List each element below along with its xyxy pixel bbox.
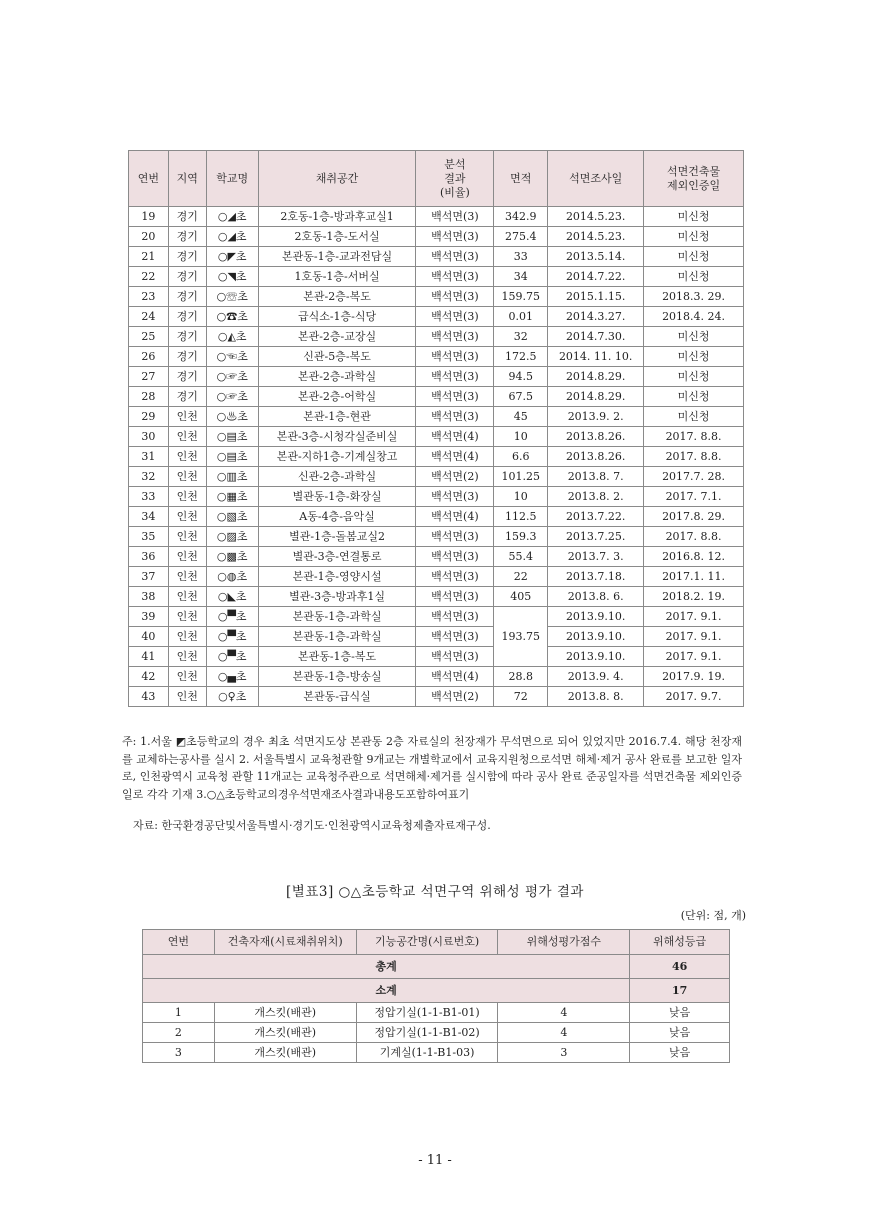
table2-header-cell: 연번 <box>143 930 215 955</box>
cell-no: 39 <box>129 607 169 627</box>
cell-cert: 2017. 8.8. <box>644 527 744 547</box>
cell-space: 본관동-1층-과학실 <box>258 627 416 647</box>
cell-space: 본관-2층-교장실 <box>258 327 416 347</box>
cell-result: 백석면(3) <box>416 627 494 647</box>
subtotal-row <box>143 979 730 1003</box>
cell-result: 백석면(3) <box>416 547 494 567</box>
cell-area: 45 <box>494 407 548 427</box>
cell-cert: 2017. 8.8. <box>644 427 744 447</box>
table1-header-cell: 석면조사일 <box>548 151 644 207</box>
cell-area: 0.01 <box>494 307 548 327</box>
cell-space: 별관-3층-연결통로 <box>258 547 416 567</box>
cell-cert: 2016.8. 12. <box>644 547 744 567</box>
cell-area: 55.4 <box>494 547 548 567</box>
cell-area: 33 <box>494 247 548 267</box>
cell-survey: 2014.7.22. <box>548 267 644 287</box>
cell-area: 28.8 <box>494 667 548 687</box>
cell-result: 백석면(3) <box>416 387 494 407</box>
cell-region: 인천 <box>168 627 206 647</box>
cell-no: 22 <box>129 267 169 287</box>
cell-no: 24 <box>129 307 169 327</box>
cell-no: 29 <box>129 407 169 427</box>
table-row <box>129 627 744 647</box>
cell-space: 본관동-급식실 <box>258 687 416 707</box>
cell-no: 35 <box>129 527 169 547</box>
cell-cert: 미신청 <box>644 407 744 427</box>
asbestos-school-table <box>128 150 744 707</box>
cell-region: 인천 <box>168 527 206 547</box>
cell-region: 인천 <box>168 607 206 627</box>
cell-region: 경기 <box>168 207 206 227</box>
cell-space: 본관동-1층-복도 <box>258 647 416 667</box>
cell-region: 인천 <box>168 647 206 667</box>
cell-cert: 2018.3. 29. <box>644 287 744 307</box>
cell-space: 정압기실(1-1-B1-01) <box>356 1003 498 1023</box>
cell-result: 백석면(2) <box>416 467 494 487</box>
cell-material: 개스킷(배관) <box>214 1023 356 1043</box>
cell-result: 백석면(3) <box>416 327 494 347</box>
cell-no: 23 <box>129 287 169 307</box>
cell-no: 34 <box>129 507 169 527</box>
cell-space: 본관동-1층-방송실 <box>258 667 416 687</box>
cell-school: ○◍초 <box>206 567 258 587</box>
cell-cert: 2018.4. 24. <box>644 307 744 327</box>
cell-region: 경기 <box>168 347 206 367</box>
cell-school: ○▨초 <box>206 527 258 547</box>
cell-survey: 2013.8.26. <box>548 427 644 447</box>
cell-area: 159.75 <box>494 287 548 307</box>
cell-cert: 미신청 <box>644 247 744 267</box>
table2-header-cell: 건축자재(시료채취위치) <box>214 930 356 955</box>
cell-survey: 2013.7.25. <box>548 527 644 547</box>
cell-school: ○☏초 <box>206 287 258 307</box>
subtotal-value: 17 <box>630 979 730 1003</box>
cell-space: 신관-2층-과학실 <box>258 467 416 487</box>
cell-cert: 미신청 <box>644 367 744 387</box>
table-row <box>129 207 744 227</box>
cell-school: ○◭초 <box>206 327 258 347</box>
cell-cert: 2017.9. 19. <box>644 667 744 687</box>
unit-label: (단위: 점, 개) <box>680 909 746 922</box>
cell-material: 개스킷(배관) <box>214 1043 356 1063</box>
cell-region: 경기 <box>168 367 206 387</box>
cell-school: ○▀초 <box>206 607 258 627</box>
table1-header-cell: 채취공간 <box>258 151 416 207</box>
table-notes: 주: 1.서울 ◩초등학교의 경우 최초 석면지도상 본관동 2층 자료실의 천장재가 무석면으로 되어 있었지만 2016.7.4. 해당 천장재를 교체하는공사를 실시 2. 서울특별시 교육청관할 9개교는 개별학교에서 교육지원청으로석면 해체·제거 공사 완료를 보고한 일자로, 인천광역시 교육청 관할 11개교는 교육청주관으로 석면해체·제거를 실시함에 따라 공사 완료 준공일자를 석면건축물 제외인증일로 각각 기재 3.○△초등학교의경우석면재조사결과내용도포함하여표기 <box>122 735 742 801</box>
cell-result: 백석면(4) <box>416 447 494 467</box>
cell-space: A동-4층-음악실 <box>258 507 416 527</box>
table2-caption: [별표3] ○△초등학교 석면구역 위해성 평가 결과 <box>286 884 584 900</box>
table2-header-cell: 기능공간명(시료번호) <box>356 930 498 955</box>
subtotal-label: 소계 <box>143 979 630 1003</box>
cell-survey: 2014.8.29. <box>548 367 644 387</box>
table-row <box>129 247 744 267</box>
cell-result: 백석면(3) <box>416 607 494 627</box>
cell-survey: 2014.5.23. <box>548 227 644 247</box>
cell-region: 인천 <box>168 467 206 487</box>
table-row <box>129 407 744 427</box>
cell-region: 인천 <box>168 567 206 587</box>
cell-area: 94.5 <box>494 367 548 387</box>
cell-score: 4 <box>498 1003 630 1023</box>
cell-result: 백석면(3) <box>416 307 494 327</box>
cell-survey: 2013.7.22. <box>548 507 644 527</box>
cell-material: 개스킷(배관) <box>214 1003 356 1023</box>
table-row <box>129 507 744 527</box>
cell-cert: 미신청 <box>644 227 744 247</box>
cell-region: 인천 <box>168 447 206 467</box>
cell-no: 38 <box>129 587 169 607</box>
cell-region: 경기 <box>168 227 206 247</box>
cell-school: ○◢초 <box>206 227 258 247</box>
cell-survey: 2014.7.30. <box>548 327 644 347</box>
cell-area: 72 <box>494 687 548 707</box>
cell-space: 본관-1층-영양시설 <box>258 567 416 587</box>
cell-area: 32 <box>494 327 548 347</box>
table-row <box>129 367 744 387</box>
cell-no: 37 <box>129 567 169 587</box>
cell-grade: 낮음 <box>630 1003 730 1023</box>
cell-no: 3 <box>143 1043 215 1063</box>
cell-school: ○▀초 <box>206 627 258 647</box>
table-row <box>129 667 744 687</box>
cell-area: 172.5 <box>494 347 548 367</box>
total-row <box>143 955 730 979</box>
cell-result: 백석면(4) <box>416 427 494 447</box>
cell-survey: 2013.5.14. <box>548 247 644 267</box>
table-row <box>129 447 744 467</box>
cell-school: ○◢초 <box>206 207 258 227</box>
cell-cert: 2017.1. 11. <box>644 567 744 587</box>
table-row <box>129 287 744 307</box>
cell-result: 백석면(2) <box>416 687 494 707</box>
table-row <box>129 647 744 667</box>
cell-space: 본관동-1층-교과전담실 <box>258 247 416 267</box>
cell-area: 6.6 <box>494 447 548 467</box>
cell-cert: 2017. 9.1. <box>644 607 744 627</box>
table-row <box>143 1003 730 1023</box>
cell-result: 백석면(3) <box>416 247 494 267</box>
cell-area: 101.25 <box>494 467 548 487</box>
cell-survey: 2015.1.15. <box>548 287 644 307</box>
cell-region: 인천 <box>168 667 206 687</box>
cell-result: 백석면(3) <box>416 487 494 507</box>
cell-result: 백석면(3) <box>416 367 494 387</box>
cell-space: 별관-1층-돌봄교실2 <box>258 527 416 547</box>
cell-cert: 2017. 7.1. <box>644 487 744 507</box>
cell-space: 별관-3층-방과후1실 <box>258 587 416 607</box>
cell-area: 112.5 <box>494 507 548 527</box>
cell-result: 백석면(3) <box>416 287 494 307</box>
cell-space: 1호동-1층-서버실 <box>258 267 416 287</box>
table-row <box>129 347 744 367</box>
table-row <box>129 427 744 447</box>
cell-school: ○◤초 <box>206 247 258 267</box>
cell-survey: 2013.9.10. <box>548 607 644 627</box>
cell-school: ○◥초 <box>206 267 258 287</box>
cell-grade: 낮음 <box>630 1043 730 1063</box>
cell-no: 20 <box>129 227 169 247</box>
cell-space: 급식소-1층-식당 <box>258 307 416 327</box>
cell-space: 본관-지하1층-기계실창고 <box>258 447 416 467</box>
cell-result: 백석면(4) <box>416 507 494 527</box>
cell-no: 42 <box>129 667 169 687</box>
cell-no: 41 <box>129 647 169 667</box>
table1-body <box>129 207 744 707</box>
cell-grade: 낮음 <box>630 1023 730 1043</box>
cell-space: 본관동-1층-과학실 <box>258 607 416 627</box>
cell-result: 백석면(4) <box>416 667 494 687</box>
table-row <box>143 1023 730 1043</box>
cell-space: 신관-5층-복도 <box>258 347 416 367</box>
cell-space: 2호동-1층-방과후교실1 <box>258 207 416 227</box>
cell-school: ○♀초 <box>206 687 258 707</box>
total-label: 총계 <box>143 955 630 979</box>
table-row <box>129 607 744 627</box>
cell-school: ○☞초 <box>206 387 258 407</box>
cell-no: 25 <box>129 327 169 347</box>
risk-assessment-table <box>142 929 730 1063</box>
cell-score: 4 <box>498 1023 630 1043</box>
cell-space: 2호동-1층-도서실 <box>258 227 416 247</box>
table1-header-cell: 분석 결과 (비율) <box>416 151 494 207</box>
cell-area: 159.3 <box>494 527 548 547</box>
table-row <box>129 567 744 587</box>
cell-no: 33 <box>129 487 169 507</box>
cell-no: 30 <box>129 427 169 447</box>
cell-result: 백석면(3) <box>416 567 494 587</box>
table-row <box>129 307 744 327</box>
cell-survey: 2013.9. 4. <box>548 667 644 687</box>
table-row <box>129 547 744 567</box>
cell-no: 31 <box>129 447 169 467</box>
cell-space: 본관-2층-과학실 <box>258 367 416 387</box>
cell-area: 22 <box>494 567 548 587</box>
cell-area: 342.9 <box>494 207 548 227</box>
cell-school: ○☞초 <box>206 367 258 387</box>
table-row <box>129 387 744 407</box>
table-row <box>129 227 744 247</box>
cell-space: 본관-2층-어학실 <box>258 387 416 407</box>
cell-area: 10 <box>494 427 548 447</box>
table1-header-cell: 석면건축물 제외인증일 <box>644 151 744 207</box>
cell-school: ○▥초 <box>206 467 258 487</box>
table1-header-cell: 면적 <box>494 151 548 207</box>
cell-no: 36 <box>129 547 169 567</box>
page-number: - 11 - <box>418 1153 452 1168</box>
cell-result: 백석면(3) <box>416 267 494 287</box>
cell-region: 경기 <box>168 327 206 347</box>
cell-region: 인천 <box>168 487 206 507</box>
cell-cert: 2017. 9.1. <box>644 627 744 647</box>
cell-school: ○▤초 <box>206 447 258 467</box>
cell-result: 백석면(3) <box>416 647 494 667</box>
table2-header-row <box>143 930 730 955</box>
total-value: 46 <box>630 955 730 979</box>
table1-header-cell: 지역 <box>168 151 206 207</box>
cell-region: 경기 <box>168 387 206 407</box>
cell-area: 34 <box>494 267 548 287</box>
table-row <box>129 267 744 287</box>
cell-region: 경기 <box>168 267 206 287</box>
cell-school: ○♨초 <box>206 407 258 427</box>
table-row <box>129 327 744 347</box>
cell-survey: 2013.8. 8. <box>548 687 644 707</box>
cell-no: 2 <box>143 1023 215 1043</box>
cell-survey: 2014. 11. 10. <box>548 347 644 367</box>
table2-body <box>143 1003 730 1063</box>
cell-result: 백석면(3) <box>416 347 494 367</box>
cell-region: 경기 <box>168 247 206 267</box>
cell-cert: 미신청 <box>644 387 744 407</box>
cell-survey: 2013.8. 7. <box>548 467 644 487</box>
cell-area: 10 <box>494 487 548 507</box>
cell-area: 405 <box>494 587 548 607</box>
cell-school: ○▩초 <box>206 547 258 567</box>
cell-survey: 2013.9.10. <box>548 647 644 667</box>
cell-region: 인천 <box>168 547 206 567</box>
cell-cert: 2017.8. 29. <box>644 507 744 527</box>
cell-no: 43 <box>129 687 169 707</box>
cell-survey: 2013.7.18. <box>548 567 644 587</box>
cell-result: 백석면(3) <box>416 527 494 547</box>
cell-no: 1 <box>143 1003 215 1023</box>
cell-score: 3 <box>498 1043 630 1063</box>
cell-cert: 미신청 <box>644 267 744 287</box>
cell-result: 백석면(3) <box>416 207 494 227</box>
cell-region: 인천 <box>168 687 206 707</box>
table1-header-cell: 학교명 <box>206 151 258 207</box>
cell-school: ○☎초 <box>206 307 258 327</box>
cell-no: 27 <box>129 367 169 387</box>
cell-region: 인천 <box>168 427 206 447</box>
cell-no: 21 <box>129 247 169 267</box>
table2-header-cell: 위해성평가점수 <box>498 930 630 955</box>
cell-cert: 미신청 <box>644 207 744 227</box>
table-row <box>129 527 744 547</box>
data-source: 자료: 한국환경공단및서울특별시·경기도·인천광역시교육청제출자료재구성. <box>133 819 491 832</box>
cell-school: ○▧초 <box>206 507 258 527</box>
cell-space: 별관동-1층-화장실 <box>258 487 416 507</box>
table2-header-cell: 위해성등급 <box>630 930 730 955</box>
cell-cert: 2017. 9.1. <box>644 647 744 667</box>
cell-school: ○▦초 <box>206 487 258 507</box>
cell-school: ○▤초 <box>206 427 258 447</box>
table-row <box>129 487 744 507</box>
table1-header-cell: 연번 <box>129 151 169 207</box>
cell-survey: 2013.9. 2. <box>548 407 644 427</box>
cell-no: 32 <box>129 467 169 487</box>
table-row <box>129 687 744 707</box>
cell-region: 경기 <box>168 307 206 327</box>
cell-area: 193.75 <box>494 607 548 667</box>
table-row <box>143 1043 730 1063</box>
table-row <box>129 587 744 607</box>
cell-no: 40 <box>129 627 169 647</box>
cell-survey: 2014.3.27. <box>548 307 644 327</box>
cell-no: 28 <box>129 387 169 407</box>
cell-space: 정압기실(1-1-B1-02) <box>356 1023 498 1043</box>
cell-space: 본관-1층-현관 <box>258 407 416 427</box>
cell-cert: 미신청 <box>644 347 744 367</box>
cell-space: 본관-2층-복도 <box>258 287 416 307</box>
cell-cert: 2018.2. 19. <box>644 587 744 607</box>
cell-survey: 2014.5.23. <box>548 207 644 227</box>
cell-school: ○▄초 <box>206 667 258 687</box>
cell-survey: 2013.7. 3. <box>548 547 644 567</box>
cell-result: 백석면(3) <box>416 227 494 247</box>
table-row <box>129 467 744 487</box>
cell-cert: 2017. 8.8. <box>644 447 744 467</box>
cell-cert: 2017. 9.7. <box>644 687 744 707</box>
cell-area: 275.4 <box>494 227 548 247</box>
cell-survey: 2013.8.26. <box>548 447 644 467</box>
cell-region: 인천 <box>168 507 206 527</box>
table1-header-row <box>129 151 744 207</box>
cell-survey: 2013.9.10. <box>548 627 644 647</box>
cell-no: 26 <box>129 347 169 367</box>
cell-region: 인천 <box>168 587 206 607</box>
cell-region: 인천 <box>168 407 206 427</box>
cell-survey: 2013.8. 6. <box>548 587 644 607</box>
cell-survey: 2013.8. 2. <box>548 487 644 507</box>
cell-no: 19 <box>129 207 169 227</box>
cell-space: 본관-3층-시청각실준비실 <box>258 427 416 447</box>
cell-cert: 미신청 <box>644 327 744 347</box>
cell-survey: 2014.8.29. <box>548 387 644 407</box>
cell-result: 백석면(3) <box>416 587 494 607</box>
cell-school: ○◣초 <box>206 587 258 607</box>
cell-space: 기계실(1-1-B1-03) <box>356 1043 498 1063</box>
cell-region: 경기 <box>168 287 206 307</box>
cell-area: 67.5 <box>494 387 548 407</box>
cell-school: ○☜초 <box>206 347 258 367</box>
cell-result: 백석면(3) <box>416 407 494 427</box>
cell-school: ○▀초 <box>206 647 258 667</box>
cell-cert: 2017.7. 28. <box>644 467 744 487</box>
